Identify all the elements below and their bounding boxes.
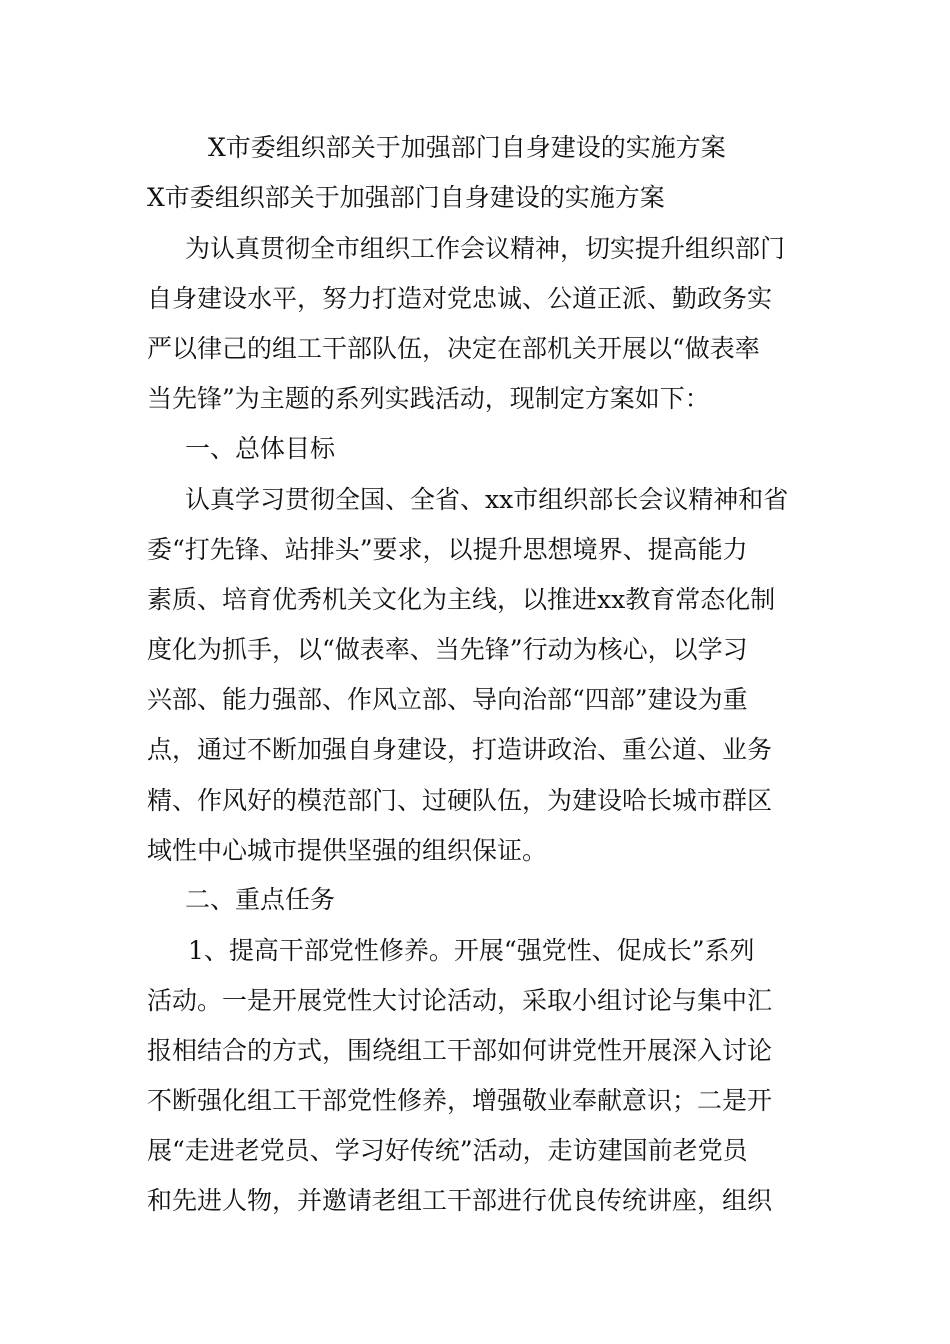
paragraph-line: 度化为抓手，以“做表率、当先锋”行动为核心，以学习: [147, 635, 748, 664]
section-heading: 一、总体目标: [185, 434, 336, 463]
paragraph-line: 点，通过不断加强自身建设，打造讲政治、重公道、业务: [147, 735, 773, 764]
document-subtitle: X市委组织部关于加强部门自身建设的实施方案: [147, 183, 665, 212]
paragraph-line: 和先进人物，并邀请老组工干部进行优良传统讲座，组织: [147, 1186, 773, 1215]
section-heading: 二、重点任务: [185, 885, 336, 914]
paragraph-line: 素质、培育优秀机关文化为主线，以推进xx教育常态化制: [147, 585, 776, 614]
paragraph-line: 为认真贯彻全市组织工作会议精神，切实提升组织部门: [185, 234, 786, 263]
paragraph-line: 报相结合的方式，围绕组工干部如何讲党性开展深入讨论: [147, 1036, 773, 1065]
paragraph-line: 兴部、能力强部、作风立部、导向治部“四部”建设为重: [147, 685, 748, 714]
document-title: X市委组织部关于加强部门自身建设的实施方案: [208, 133, 726, 162]
paragraph-line: 精、作风好的模范部门、过硬队伍，为建设哈长城市群区: [147, 786, 773, 815]
paragraph-line: 不断强化组工干部党性修养，增强敬业奉献意识；二是开: [147, 1086, 773, 1115]
paragraph-line: 认真学习贯彻全国、全省、xx市组织部长会议精神和省: [185, 485, 789, 514]
paragraph-line: 展“走进老党员、学习好传统”活动，走访建国前老党员: [147, 1136, 748, 1165]
paragraph-line: 严以律己的组工干部队伍，决定在部机关开展以“做表率: [147, 334, 760, 363]
paragraph-line: 委“打先锋、站排头”要求，以提升思想境界、提高能力: [147, 535, 748, 564]
paragraph-line: 域性中心城市提供坚强的组织保证。: [147, 836, 548, 865]
paragraph-line: 当先锋”为主题的系列实践活动，现制定方案如下：: [147, 384, 710, 413]
paragraph-line: 活动。一是开展党性大讨论活动，采取小组讨论与集中汇: [147, 986, 773, 1015]
paragraph-line: 1、提高干部党性修养。开展“强党性、促成长”系列: [188, 936, 755, 965]
paragraph-line: 自身建设水平，努力打造对党忠诚、公道正派、勤政务实: [147, 284, 773, 313]
